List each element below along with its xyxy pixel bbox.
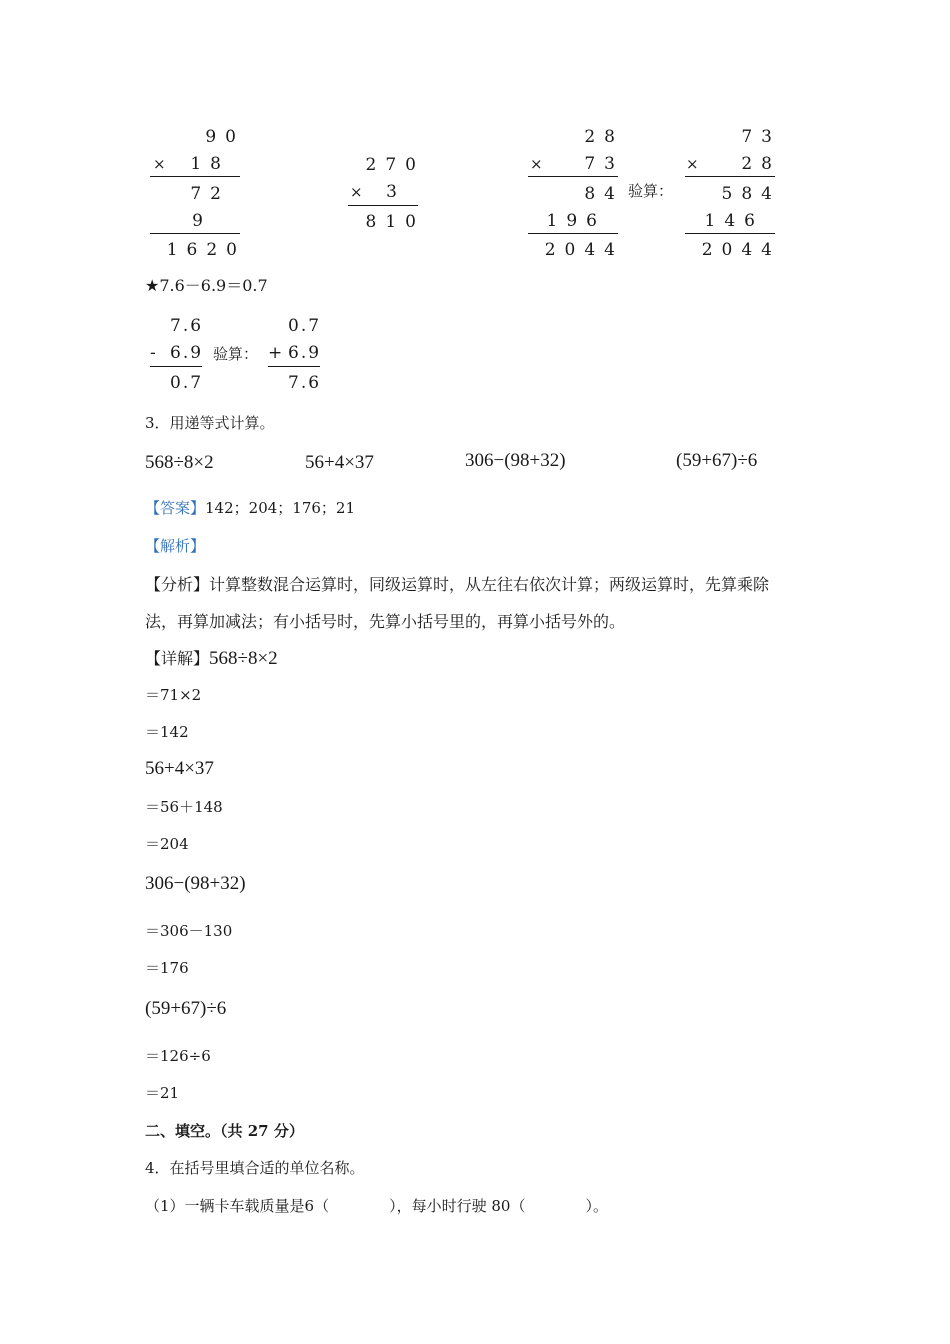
calc1-line2 — [150, 233, 240, 234]
q3-expr-3: 306−(98+32) — [465, 450, 566, 471]
step-e3s2: ＝176 — [145, 959, 189, 977]
q4-1: （1）一辆卡车载质量是6（ ），每小时行驶 80（ ）。 — [145, 1197, 608, 1215]
section2-title: 二、填空。（共 27 分） — [145, 1122, 304, 1140]
star-check-label: 验算： — [213, 345, 259, 363]
calc2-result: 810 — [365, 212, 425, 232]
fenxi-text-1: 计算整数混合运算时，同级运算时，从左往右依次计算；两级运算时，先算乘除 — [209, 575, 770, 594]
step-e2s1: ＝56＋148 — [145, 798, 223, 816]
calc3-check-label: 验算： — [628, 182, 674, 200]
calc4-num2: 28 — [741, 154, 781, 174]
step-e2s2: ＝204 — [145, 835, 189, 853]
calc4-result: 2044 — [701, 240, 781, 260]
calc3-result: 2044 — [544, 240, 624, 260]
detail-e1: 568÷8×2 — [209, 648, 278, 669]
calc4-line1 — [685, 176, 775, 177]
step-e1s2: ＝142 — [145, 723, 189, 741]
calc2-num2: 3 — [386, 182, 406, 202]
calc3-num1: 28 — [584, 127, 624, 147]
detail-line — [145, 646, 278, 670]
star-sub-line — [150, 366, 202, 367]
calc1-line1 — [150, 176, 240, 177]
calc3-line1 — [528, 176, 618, 177]
fenxi-line-1 — [145, 572, 769, 595]
fenxi-line-2: 法，再算加减法；有小括号时，先算小括号里的，再算小括号外的。 — [145, 612, 626, 631]
star-add-op: + — [268, 343, 283, 363]
q4-title: 4．在括号里填合适的单位名称。 — [145, 1159, 365, 1177]
star-sub-num1: 7.6 — [170, 316, 204, 336]
q3-expr-2: 56+4×37 — [305, 452, 374, 473]
analysis-label: 【解析】 — [145, 537, 206, 555]
calc3-num2: 73 — [584, 154, 624, 174]
calc4-num1: 73 — [741, 127, 781, 147]
calc1-num1: 90 — [205, 127, 245, 147]
star-equation: ★7.6－6.9＝0.7 — [145, 276, 268, 295]
star-sub-num2: 6.9 — [170, 343, 204, 363]
calc1-partial2: 9 — [192, 211, 212, 231]
calc1-num2: 18 — [190, 154, 230, 174]
step-e4: (59+67)÷6 — [145, 998, 227, 1019]
calc2-op: × — [350, 183, 363, 201]
star-add-result: 7.6 — [288, 373, 322, 393]
answer-label: 【答案】 — [145, 499, 206, 517]
q3-title: 3．用递等式计算。 — [145, 414, 275, 432]
calc3-partial2: 196 — [546, 211, 606, 231]
calc4-partial1: 584 — [721, 184, 781, 204]
calc2-line1 — [348, 205, 418, 206]
answer-text: 142；204；176；21 — [205, 499, 355, 517]
star-add-num1: 0.7 — [288, 316, 322, 336]
calc4-op: × — [686, 155, 699, 173]
calc3-op: × — [530, 155, 543, 173]
fenxi-label: 【分析】 — [145, 575, 210, 594]
star-add-num2: 6.9 — [288, 343, 322, 363]
step-e3: 306−(98+32) — [145, 873, 246, 894]
calc3-line2 — [528, 233, 618, 234]
calc4-partial2: 146 — [704, 211, 764, 231]
calc1-op: × — [153, 155, 166, 173]
calc1-partial1: 72 — [190, 184, 230, 204]
star-sub-result: 0.7 — [170, 373, 204, 393]
calc3-partial1: 84 — [584, 184, 624, 204]
step-e4s2: ＝21 — [145, 1084, 180, 1102]
detail-label: 【详解】 — [145, 649, 210, 668]
calc2-num1: 270 — [365, 155, 425, 175]
step-e4s1: ＝126÷6 — [145, 1047, 211, 1065]
star-add-line — [268, 366, 320, 367]
calc1-result: 1620 — [166, 240, 246, 260]
q3-expr-1: 568÷8×2 — [145, 452, 214, 473]
star-sub-op: - — [150, 343, 156, 363]
calc4-line2 — [685, 233, 775, 234]
step-e3s1: ＝306－130 — [145, 922, 233, 940]
step-e1s1: ＝71×2 — [145, 686, 202, 704]
q3-expr-4: (59+67)÷6 — [676, 450, 758, 471]
step-e2: 56+4×37 — [145, 758, 214, 779]
q3-answer — [145, 497, 355, 518]
